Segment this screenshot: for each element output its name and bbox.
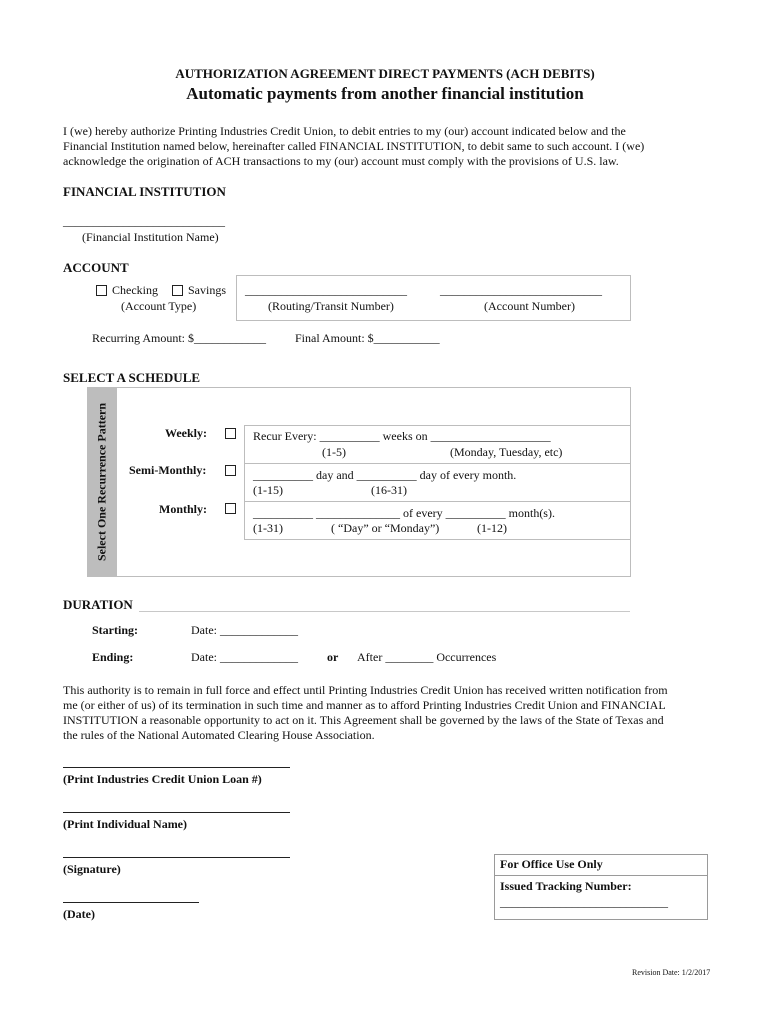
checking-label: Checking (112, 283, 158, 297)
weekly-hint-day: (Monday, Tuesday, etc) (450, 445, 563, 459)
monthly-checkbox[interactable] (225, 503, 236, 514)
occurrences-field[interactable]: After ________ Occurrences (357, 650, 497, 664)
ending-label: Ending: (92, 650, 134, 664)
terms-line-1: This authority is to remain in full force and effect until Printing Industries Credit Union has received written notification from (63, 683, 668, 697)
financial-institution-name-field[interactable]: ___________________________ (63, 214, 225, 228)
end-date-field[interactable]: Date: _____________ (191, 650, 298, 664)
starting-label: Starting: (92, 623, 138, 637)
monthly-hint-day-type: ( “Day” or “Monday”) (331, 521, 440, 535)
account-heading: ACCOUNT (63, 260, 129, 275)
semi-monthly-label: Semi-Monthly: (129, 463, 207, 477)
weekly-checkbox[interactable] (225, 428, 236, 439)
final-amount-field[interactable]: Final Amount: $___________ (295, 331, 440, 345)
loan-number-line[interactable] (63, 767, 290, 768)
or-label: or (327, 650, 339, 664)
monthly-hint-day: (1-31) (253, 521, 283, 535)
signature-line[interactable] (63, 857, 290, 858)
intro-line-2: Financial Institution named below, hereinafter called FINANCIAL INSTITUTION, to debit same to such account. I (we) (63, 139, 645, 153)
office-use-divider (494, 875, 708, 876)
recurring-amount-field[interactable]: Recurring Amount: $____________ (92, 331, 266, 345)
monthly-fields[interactable]: __________ ______________ of every __________ month(s). (253, 506, 555, 520)
tracking-number-label: Issued Tracking Number: (500, 879, 632, 893)
monthly-label: Monthly: (159, 502, 207, 516)
recurrence-side-label: Select One Recurrence Pattern (94, 402, 109, 562)
account-number-field[interactable]: ___________________________ (440, 283, 602, 297)
account-number-label: (Account Number) (484, 299, 575, 313)
start-date-field[interactable]: Date: _____________ (191, 623, 298, 637)
individual-name-line[interactable] (63, 812, 290, 813)
duration-divider (139, 611, 630, 612)
semi-monthly-hint-first: (1-15) (253, 483, 283, 497)
loan-number-label: (Print Industries Credit Union Loan #) (63, 772, 262, 786)
semi-monthly-fields[interactable]: __________ day and __________ day of every month. (253, 468, 517, 482)
weekly-fields[interactable]: Recur Every: __________ weeks on ____________________ (253, 429, 551, 443)
document-subtitle: Automatic payments from another financial institution (186, 84, 584, 103)
account-numbers-box (236, 275, 631, 321)
date-line[interactable] (63, 902, 199, 903)
routing-number-label: (Routing/Transit Number) (268, 299, 394, 313)
savings-checkbox[interactable] (172, 285, 183, 296)
semi-monthly-hint-second: (16-31) (371, 483, 407, 497)
weekly-label: Weekly: (165, 426, 207, 440)
intro-line-1: I (we) hereby authorize Printing Industries Credit Union, to debit entries to my (our) account indicated below and the (63, 124, 626, 138)
financial-institution-heading: FINANCIAL INSTITUTION (63, 184, 226, 199)
routing-number-field[interactable]: ___________________________ (245, 283, 407, 297)
date-label: (Date) (63, 907, 95, 921)
tracking-number-field[interactable]: ____________________________ (500, 895, 668, 909)
semi-monthly-checkbox[interactable] (225, 465, 236, 476)
terms-line-2: me (or either of us) of its termination in such time and manner as to afford Printing Industries Credit Union and FINANCIAL (63, 698, 666, 712)
weekly-hint-weeks: (1-5) (322, 445, 346, 459)
schedule-heading: SELECT A SCHEDULE (63, 370, 201, 385)
office-use-title: For Office Use Only (500, 857, 603, 871)
signature-label: (Signature) (63, 862, 121, 876)
account-type-label: (Account Type) (121, 299, 197, 313)
financial-institution-name-label: (Financial Institution Name) (82, 230, 219, 244)
terms-line-4: the rules of the National Automated Clearing House Association. (63, 728, 375, 742)
monthly-hint-months: (1-12) (477, 521, 507, 535)
savings-label: Savings (188, 283, 227, 297)
duration-heading: DURATION (63, 597, 133, 612)
terms-line-3: INSTITUTION a reasonable opportunity to act on it. This Agreement shall be governed by the laws of the State of Texas and (63, 713, 664, 727)
checking-checkbox[interactable] (96, 285, 107, 296)
revision-date: Revision Date: 1/2/2017 (632, 968, 711, 977)
intro-line-3: acknowledge the origination of ACH transactions to my (our) account must comply with the provisions of U.S. law. (63, 154, 619, 168)
document-title: AUTHORIZATION AGREEMENT DIRECT PAYMENTS (ACH DEBITS) (175, 66, 595, 81)
individual-name-label: (Print Individual Name) (63, 817, 188, 831)
